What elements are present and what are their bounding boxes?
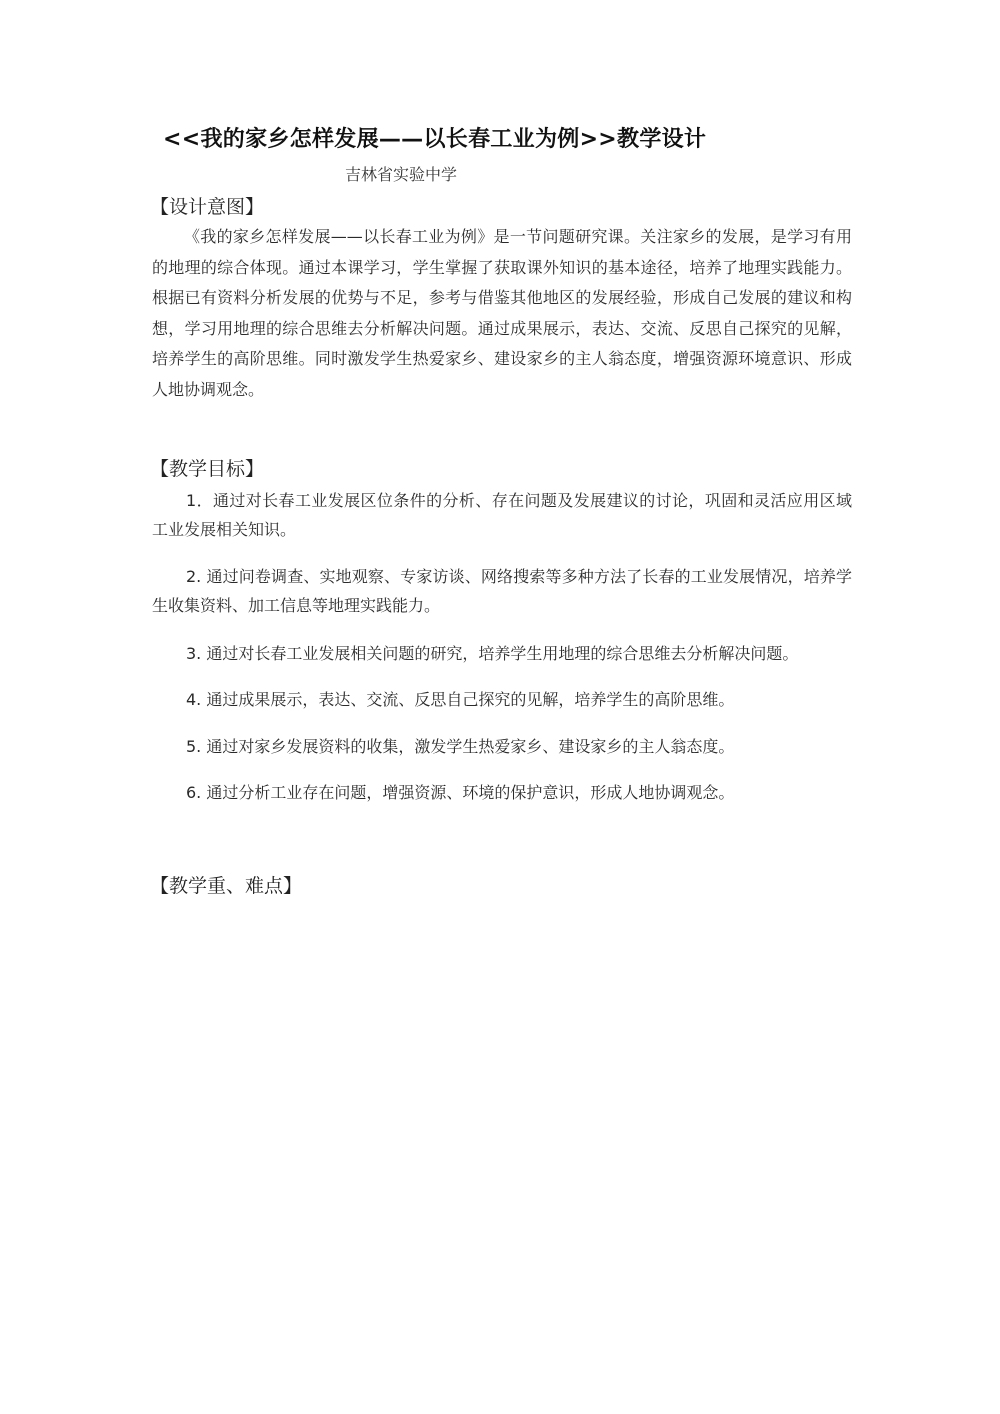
document-author: 吉林省实验中学 — [345, 165, 458, 184]
section-heading-design-intent: 【设计意图】 — [150, 196, 265, 218]
section-heading-key-difficult-points: 【教学重、难点】 — [150, 875, 303, 897]
section-heading-teaching-goals: 【教学目标】 — [150, 458, 265, 480]
teaching-goal-item-4: 4. 通过成果展示，表达、交流、反思自己探究的见解，培养学生的高阶思维。 — [186, 690, 735, 709]
teaching-goal-item-5: 5. 通过对家乡发展资料的收集，激发学生热爱家乡、建设家乡的主人翁态度。 — [186, 737, 735, 756]
teaching-goal-item-3: 3. 通过对长春工业发展相关问题的研究，培养学生用地理的综合思维去分析解决问题。 — [186, 644, 799, 663]
teaching-goal-item-1: 1．通过对长春工业发展区位条件的分析、存在问题及发展建议的讨论，巩固和灵活应用区域工业发展相关知识。 — [152, 491, 852, 539]
document-title: <<我的家乡怎样发展——以长春工业为例>>教学设计 — [163, 127, 707, 152]
design-intent-paragraph: 《我的家乡怎样发展——以长春工业为例》是一节问题研究课。关注家乡的发展，是学习有用的地理的综合体现。通过本课学习，学生掌握了获取课外知识的基本途径，培养了地理实践能力。根据已有资料分析发展的优势与不足，参考与借鉴其他地区的发展经验，形成自己发展的建议和构想，学习用地理的综合思维去分析解决问题。通过成果展示，表达、交流、反思自己探究的见解，培养学生的高阶思维。同时激发学生热爱家乡、建设家乡的主人翁态度，增强资源环境意识、形成人地协调观念。 — [152, 227, 852, 399]
teaching-goal-item-6: 6. 通过分析工业存在问题，增强资源、环境的保护意识，形成人地协调观念。 — [186, 783, 735, 802]
teaching-goal-item-2: 2. 通过问卷调查、实地观察、专家访谈、网络搜索等多种方法了长春的工业发展情况，培养学生收集资料、加工信息等地理实践能力。 — [152, 567, 852, 615]
